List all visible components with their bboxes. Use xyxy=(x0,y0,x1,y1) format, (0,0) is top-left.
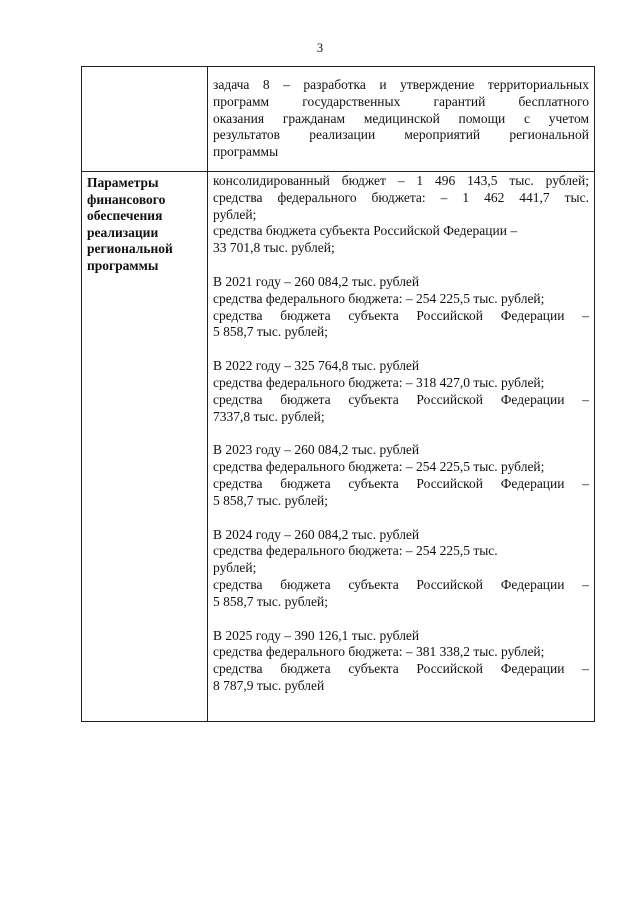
finance-label-line: программы xyxy=(87,257,159,273)
regional-budget-amount-line: 5 858,7 тыс. рублей; xyxy=(213,492,328,508)
finance-label-line: Параметры xyxy=(87,175,159,190)
federal-budget-line: средства федерального бюджета: – 381 338,2 тыс. рублей; xyxy=(213,644,545,660)
finance-total-line: 33 701,8 тыс. рублей; xyxy=(213,240,335,256)
finance-year-2025-block xyxy=(213,628,589,695)
finance-total-line: консолидированный бюджет – 1 496 143,5 тыс. рублей; xyxy=(213,173,589,188)
federal-budget-line: средства федерального бюджета: – 254 225,5 тыс. рублей; xyxy=(213,290,545,306)
regional-budget-amount-line: 5 858,7 тыс. рублей; xyxy=(213,324,328,340)
regional-budget-line: средства бюджета субъекта Российской Федерации – xyxy=(213,307,589,323)
federal-budget-line-cont: рублей; xyxy=(213,560,257,576)
page-number: 3 xyxy=(316,41,324,55)
regional-budget-line: средства бюджета субъекта Российской Федерации – xyxy=(213,576,589,592)
regional-budget-amount-line: 8 787,9 тыс. рублей xyxy=(213,677,325,693)
finance-label-line: финансового xyxy=(87,191,166,207)
year-total-line: В 2021 году – 260 084,2 тыс. рублей xyxy=(213,273,420,289)
federal-budget-line: средства федерального бюджета: – 318 427,0 тыс. рублей; xyxy=(213,374,545,390)
finance-label-line: региональной xyxy=(87,241,173,256)
finance-label-line: реализации xyxy=(87,224,159,240)
regional-budget-amount-line: 7337,8 тыс. рублей; xyxy=(213,408,325,424)
finance-year-2021-block xyxy=(213,274,589,341)
regional-budget-amount-line: 5 858,7 тыс. рублей; xyxy=(213,593,328,609)
finance-year-2024-block xyxy=(213,527,589,611)
regional-budget-line: средства бюджета субъекта Российской Федерации – xyxy=(213,661,589,677)
task-line: результатов реализации мероприятий региональной xyxy=(213,127,589,143)
finance-total-line: рублей; xyxy=(213,206,257,222)
federal-budget-line: средства федерального бюджета: – 254 225,5 тыс. рублей; xyxy=(213,459,545,475)
finance-values-cell xyxy=(213,173,589,695)
finance-year-2022-block xyxy=(213,358,589,425)
finance-total-line: средства бюджета субъекта Российской Федерации – xyxy=(213,223,518,239)
year-total-line: В 2022 году – 325 764,8 тыс. рублей xyxy=(213,358,420,374)
program-table xyxy=(81,66,595,722)
finance-total-line: средства федерального бюджета: – 1 462 441,7 тыс. xyxy=(213,189,589,205)
finance-year-2023-block xyxy=(213,442,589,509)
task-line: программ государственных гарантий бесплатного xyxy=(213,93,589,109)
year-total-line: В 2023 году – 260 084,2 тыс. рублей xyxy=(213,442,420,458)
federal-budget-line: средства федерального бюджета: – 254 225,5 тыс. xyxy=(213,543,498,559)
task-line: задача 8 – разработка и утверждение территориальных xyxy=(213,77,589,92)
task-8-cell xyxy=(213,77,589,161)
column-divider xyxy=(207,67,208,721)
year-total-line: В 2025 году – 390 126,1 тыс. рублей xyxy=(213,627,420,643)
finance-total-block xyxy=(213,173,589,257)
year-total-line: В 2024 году – 260 084,2 тыс. рублей xyxy=(213,526,420,542)
regional-budget-line: средства бюджета субъекта Российской Федерации – xyxy=(213,391,589,407)
finance-label-cell xyxy=(87,175,203,274)
regional-budget-line: средства бюджета субъекта Российской Федерации – xyxy=(213,475,589,491)
task-line: программы xyxy=(213,144,279,160)
row-divider xyxy=(82,171,594,172)
finance-label-line: обеспечения xyxy=(87,208,163,223)
task-line: оказания гражданам медицинской помощи с учетом xyxy=(213,110,589,126)
